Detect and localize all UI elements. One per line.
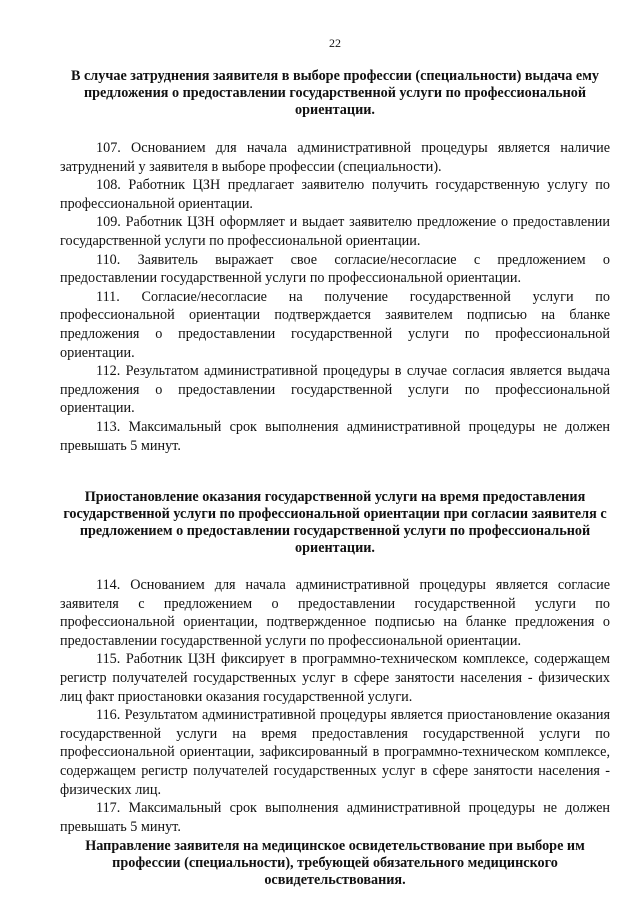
paragraph-116: 116. Результатом административной процедуры является приостановление оказания государственной услуги на время предоставления государственной услуги по профессиональной ориентации, зафиксированный в программно-техническом комплексе, содержащем регистр получателей государственных услуг в сфере занятости населения - физических лиц. xyxy=(60,707,610,798)
section-heading: Направление заявителя на медицинское освидетельствование при выборе им профессии (специальности), требующей обязательного медицинского освидетельствования. xyxy=(85,838,585,889)
paragraph-107: 107. Основанием для начала административной процедуры является наличие затруднений у заявителя в выборе профессии (специальности). xyxy=(60,140,610,175)
paragraph-111: 111. Согласие/несогласие на получение государственной услуги по профессиональной ориентации подтверждается заявителем подписью на бланке предложения о предоставлении государственной услуги по профессиональной ориентации. xyxy=(60,288,610,361)
paragraph-114: 114. Основанием для начала административной процедуры является согласие заявителя с предложением о предоставлении государственной услуги по профессиональной ориентации, подтвержденное подписью на бланке предложения о предоставлении государственной услуги по профессиональной ориентации. xyxy=(60,577,610,649)
section-service-suspension xyxy=(60,489,610,836)
page-number: 22 xyxy=(329,36,341,50)
paragraph-108: 108. Работник ЦЗН предлагает заявителю получить государственную услугу по профессиональной ориентации. xyxy=(60,177,610,212)
section-heading: Приостановление оказания государственной услуги на время предоставления государственной услуги по профессиональной ориентации при согласии заявителя с предложением о предоставлении государственной услуги по профессиональной ориентации. xyxy=(63,489,607,557)
section-career-choice-difficulty xyxy=(60,68,610,455)
section-heading: В случае затруднения заявителя в выборе профессии (специальности) выдача ему предложения о предоставлении государственной услуги по профессиональной ориентации. xyxy=(70,68,599,118)
paragraph-113: 113. Максимальный срок выполнения административной процедуры не должен превышать 5 минут. xyxy=(60,418,610,454)
section-medical-examination xyxy=(60,838,610,889)
paragraph-115: 115. Работник ЦЗН фиксирует в программно-техническом комплексе, содержащем регистр получателей государственных услуг в сфере занятости населения - физических лиц факт приостановки оказания государственной услуги. xyxy=(60,651,610,705)
paragraph-110: 110. Заявитель выражает свое согласие/несогласие с предложением о предоставлении государственной услуги по профессиональной ориентации. xyxy=(60,251,610,287)
paragraph-112: 112. Результатом административной процедуры в случае согласия является выдача предложения о предоставлении государственной услуги по профессиональной ориентации. xyxy=(60,363,610,417)
document-page xyxy=(60,36,610,889)
paragraph-109: 109. Работник ЦЗН оформляет и выдает заявителю предложение о предоставлении государственной услуги по профессиональной ориентации. xyxy=(60,214,610,249)
paragraph-117: 117. Максимальный срок выполнения административной процедуры не должен превышать 5 минут. xyxy=(60,800,610,835)
